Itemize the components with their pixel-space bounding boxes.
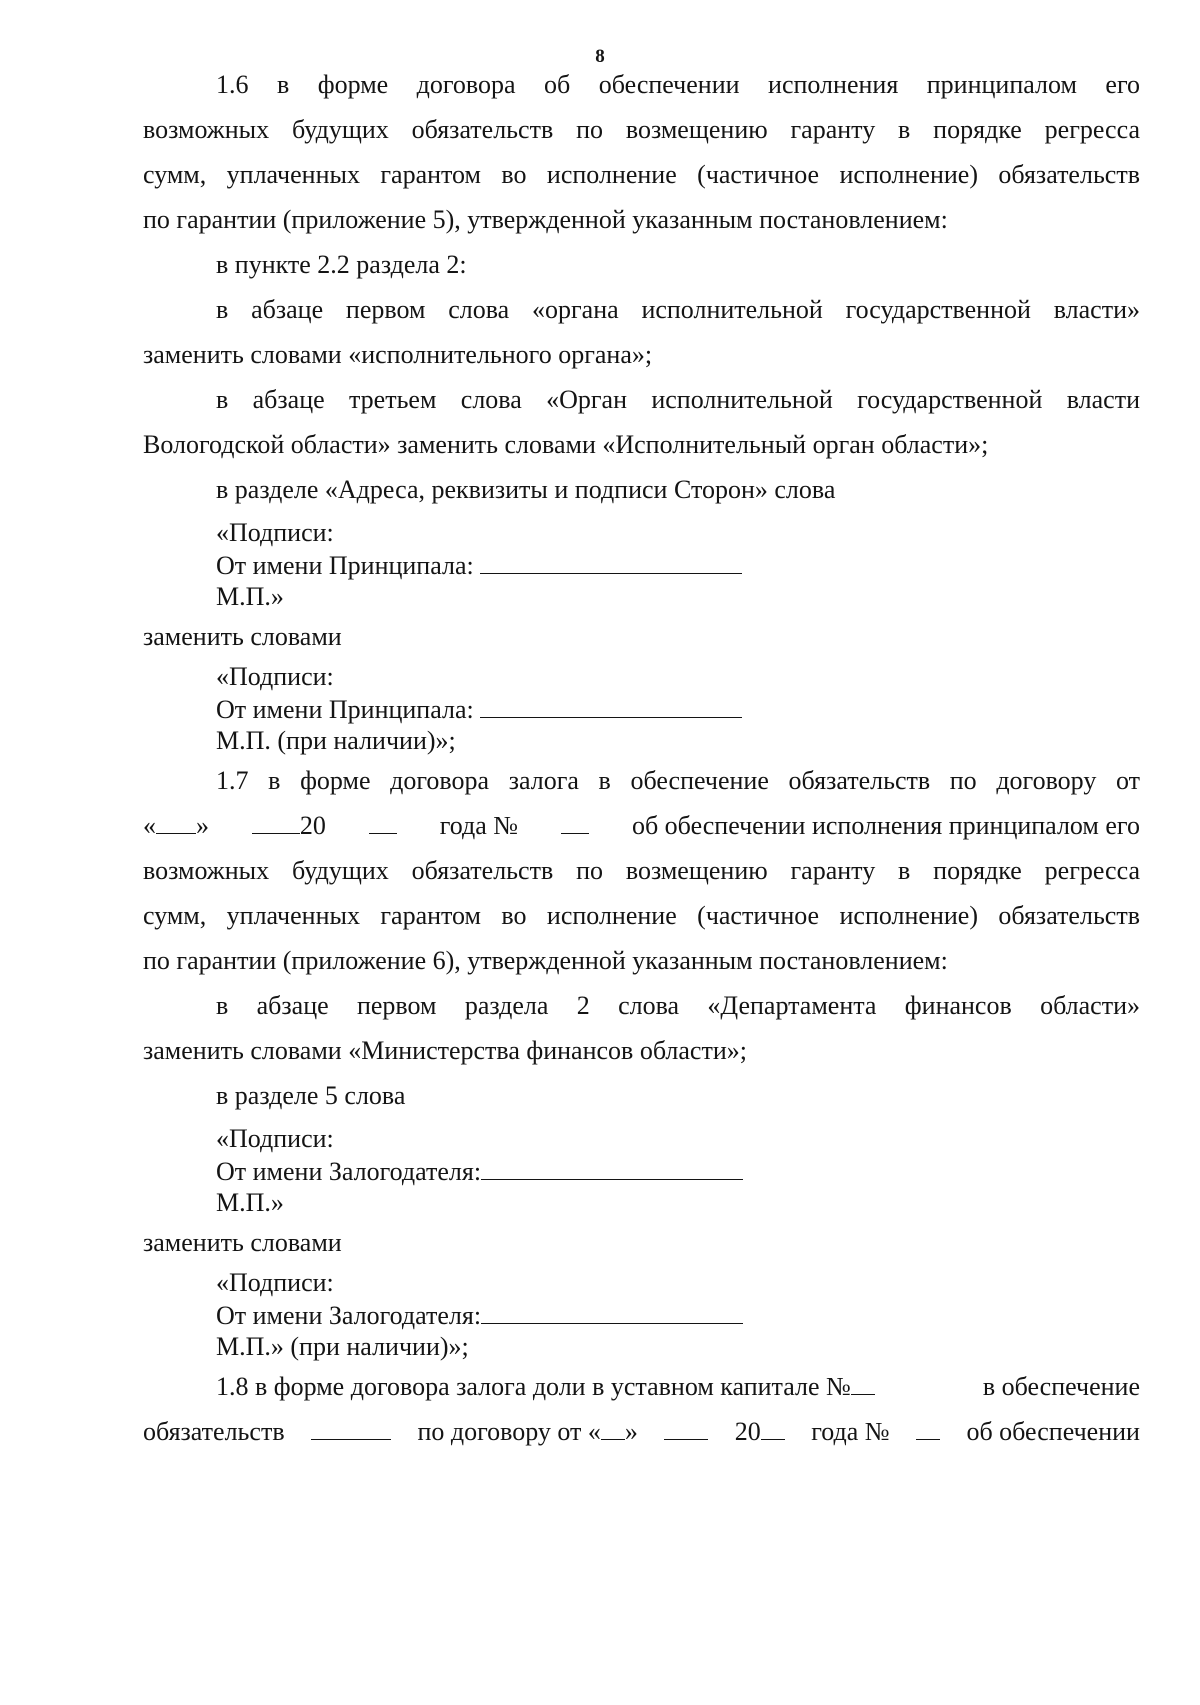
text-line: в абзаце третьем слова «Орган исполнительной государственной власти — [216, 385, 1140, 414]
text-line: в пункте 2.2 раздела 2: — [216, 250, 467, 279]
text-line: по гарантии (приложение 6), утвержденной указанным постановлением: — [143, 946, 948, 975]
date-month-blank — [252, 809, 300, 834]
seal-mark: М.П. (при наличии)»; — [216, 726, 456, 755]
text-line: 1.6 в форме договора об обеспечении исполнения принципалом его — [216, 70, 1140, 99]
text-fragment: года № — [439, 811, 519, 840]
text-line — [143, 1414, 1140, 1450]
text-line: в разделе 5 слова — [216, 1081, 406, 1110]
text-line: в абзаце первом раздела 2 слова «Департамента финансов области» — [216, 991, 1140, 1020]
signature-caption: «Подписи: — [216, 1268, 334, 1297]
signature-line — [143, 693, 1140, 725]
text-fragment: об обеспечении исполнения принципалом его — [631, 811, 1140, 840]
text-line: по гарантии (приложение 5), утвержденной указанным постановлением: — [143, 205, 948, 234]
text-fragment: « » — [143, 811, 209, 840]
date-month-blank — [664, 1415, 708, 1440]
seal-mark: М.П.» (при наличии)»; — [216, 1332, 469, 1361]
text-fragment: обязательств — [143, 1417, 285, 1446]
text-line: сумм, уплаченных гарантом во исполнение (частичное исполнение) обязательств — [143, 901, 1140, 930]
signature-caption: «Подписи: — [216, 662, 334, 691]
signature-label: От имени Залогодателя: — [216, 1157, 482, 1186]
signature-label: От имени Принципала: — [216, 551, 481, 580]
signature-label: От имени Залогодателя: — [216, 1301, 482, 1330]
seal-mark: М.П.» — [216, 1188, 284, 1217]
text-fragment: об обеспечении — [966, 1417, 1140, 1446]
number-blank — [561, 809, 589, 834]
text-fragment: по договору от « » — [417, 1417, 638, 1446]
signature-line — [143, 1299, 1140, 1331]
text-fragment: в обеспечение — [982, 1372, 1140, 1401]
text-line: возможных будущих обязательств по возмещению гаранту в порядке регресса — [143, 115, 1140, 144]
signature-blank — [481, 1155, 743, 1180]
text-line: возможных будущих обязательств по возмещению гаранту в порядке регресса — [143, 856, 1140, 885]
text-line: заменить словами — [143, 1228, 342, 1257]
signature-blank — [480, 693, 742, 718]
seal-mark: М.П.» — [216, 582, 284, 611]
text-line: в разделе «Адреса, реквизиты и подписи Сторон» слова — [216, 475, 836, 504]
signature-blank — [480, 549, 742, 574]
date-day-blank — [601, 1415, 625, 1440]
date-day-blank — [156, 809, 196, 834]
number-blank — [916, 1415, 940, 1440]
text-line: в абзаце первом слова «органа исполнительной государственной власти» — [216, 295, 1140, 324]
obligations-blank — [311, 1415, 391, 1440]
text-line: заменить словами «Министерства финансов области»; — [143, 1036, 747, 1065]
signature-caption: «Подписи: — [216, 1124, 334, 1153]
text-line — [143, 1369, 1140, 1405]
text-line: заменить словами — [143, 622, 342, 651]
text-fragment: 1.8 в форме договора залога доли в уставном капитале № — [216, 1369, 875, 1405]
signature-caption: «Подписи: — [216, 518, 334, 547]
text-line: 1.7 в форме договора залога в обеспечение обязательств по договору от — [216, 766, 1140, 795]
text-line: сумм, уплаченных гарантом во исполнение (частичное исполнение) обязательств — [143, 160, 1140, 189]
signature-line — [143, 549, 1140, 581]
signature-blank — [481, 1299, 743, 1324]
text-fragment: 20 — [735, 1414, 785, 1450]
text-fragment: года № — [811, 1417, 890, 1446]
date-year-blank — [761, 1415, 785, 1440]
page-number: 8 — [595, 46, 605, 67]
date-year-blank — [369, 809, 397, 834]
signature-label: От имени Принципала: — [216, 695, 481, 724]
text-line: заменить словами «исполнительного органа»; — [143, 340, 653, 369]
text-fragment: 20 — [252, 808, 326, 844]
text-line: Вологодской области» заменить словами «Исполнительный орган области»; — [143, 430, 989, 459]
text-line — [143, 808, 1140, 844]
number-blank — [851, 1370, 875, 1395]
signature-line — [143, 1155, 1140, 1187]
